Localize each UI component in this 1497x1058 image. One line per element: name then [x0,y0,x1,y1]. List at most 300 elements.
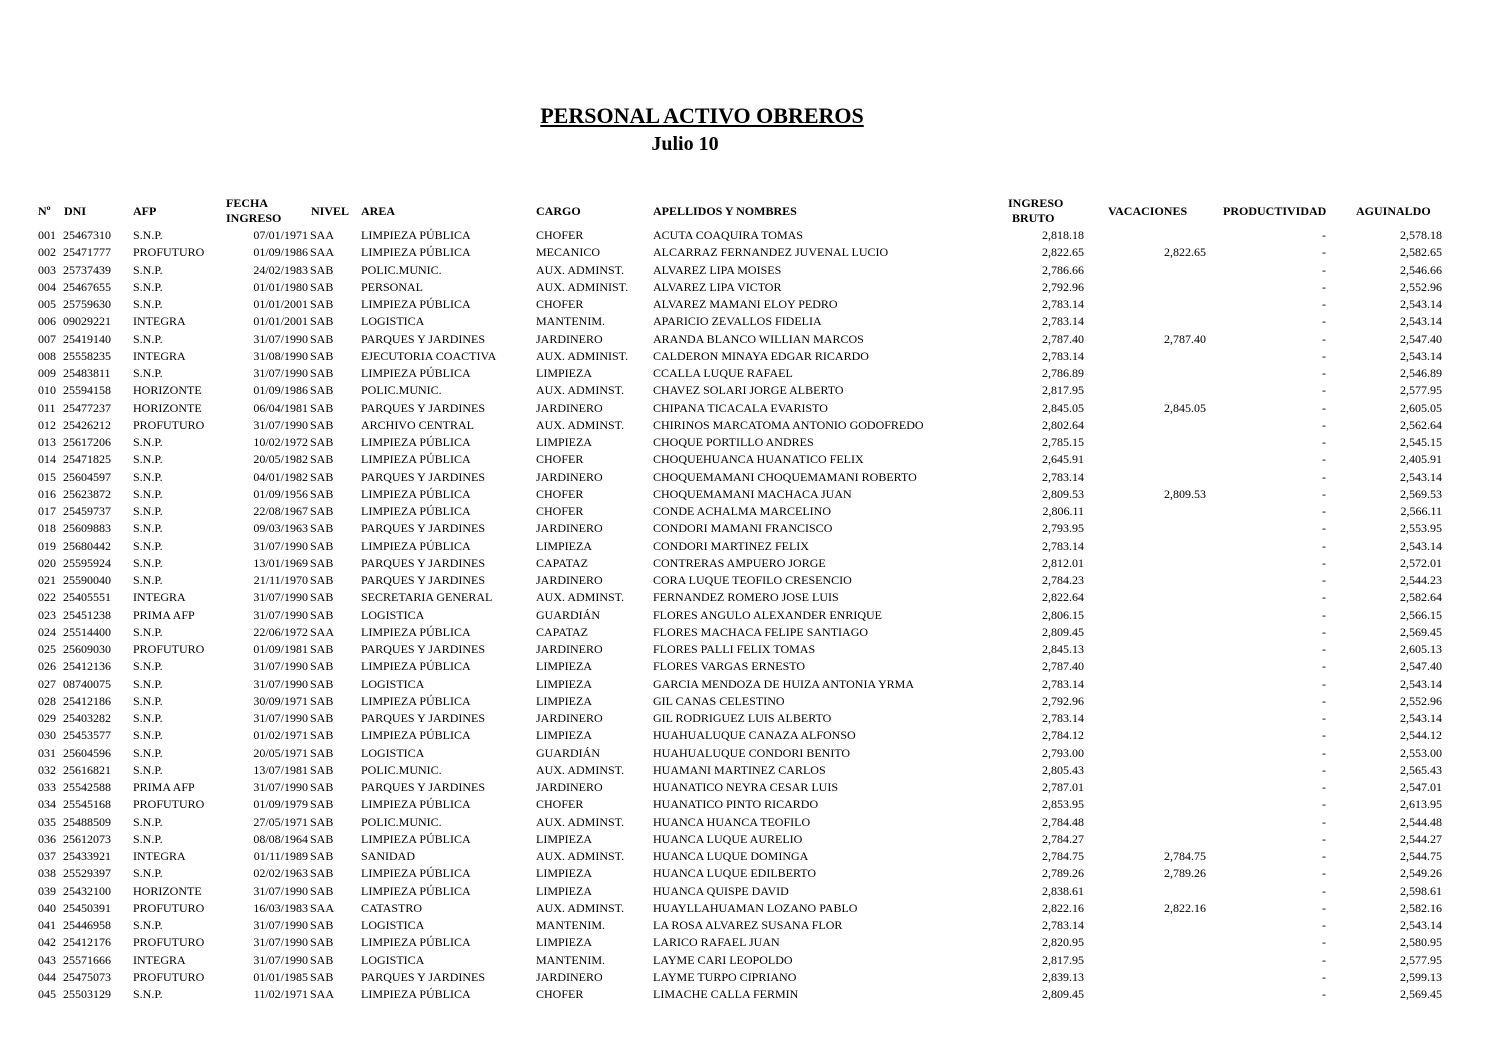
table-row [0,244,1497,261]
cell-fecha-ingreso: 02/02/1963 [253,866,308,881]
cell-productividad: - [1322,348,1326,363]
cell-area: PERSONAL [361,279,424,294]
cell-aguinaldo: 2,598.61 [1400,883,1442,898]
cell-no: 040 [38,900,56,915]
cell-nombres: ARANDA BLANCO WILLIAN MARCOS [653,331,864,346]
table-row [0,313,1497,330]
cell-fecha-ingreso: 31/07/1990 [253,659,308,674]
cell-afp: PROFUTURO [133,935,205,950]
cell-nivel: SAB [310,849,334,863]
cell-productividad: - [1322,245,1326,260]
cell-nombres: CONDORI MARTINEZ FELIX [653,538,809,553]
cell-no: 006 [38,314,56,329]
cell-nombres: CHAVEZ SOLARI JORGE ALBERTO [653,383,844,398]
cell-aguinaldo: 2,544.27 [1400,831,1442,846]
cell-nombres: LA ROSA ALVAREZ SUSANA FLOR [653,918,843,932]
cell-cargo: MANTENIM. [536,314,605,329]
cell-dni: 25475073 [63,969,111,984]
cell-afp: PROFUTURO [133,900,205,915]
cell-cargo: LIMPIEZA [536,693,592,708]
cell-ingreso-bruto: 2,787.40 [1042,331,1084,346]
cell-dni: 25467655 [63,279,111,294]
cell-fecha-ingreso: 01/09/1981 [253,642,308,656]
cell-ingreso-bruto: 2,783.14 [1042,711,1084,725]
cell-area: LOGISTICA [361,314,425,329]
cell-nivel: SAB [310,607,334,622]
cell-aguinaldo: 2,543.14 [1400,676,1442,691]
cell-afp: INTEGRA [133,849,186,863]
cell-productividad: - [1322,521,1326,536]
table-row [0,434,1497,451]
table-row [0,331,1497,348]
cell-ingreso-bruto: 2,812.01 [1042,555,1084,570]
cell-fecha-ingreso: 10/02/1972 [253,435,308,449]
table-row [0,555,1497,572]
cell-afp: S.N.P. [133,814,163,829]
cell-ingreso-bruto: 2,853.95 [1042,797,1084,812]
cell-dni: 25467310 [63,228,111,242]
cell-aguinaldo: 2,552.96 [1400,279,1442,294]
cell-ingreso-bruto: 2,809.45 [1042,624,1084,639]
cell-cargo: MECANICO [536,245,601,260]
cell-fecha-ingreso: 01/09/1986 [253,383,308,398]
cell-aguinaldo: 2,605.13 [1400,642,1442,656]
table-row [0,814,1497,831]
cell-area: PARQUES Y JARDINES [361,573,486,587]
cell-no: 041 [38,918,56,932]
cell-aguinaldo: 2,545.15 [1400,435,1442,449]
cell-cargo: LIMPIEZA [536,538,592,553]
cell-afp: INTEGRA [133,348,186,363]
header-vacaciones: VACACIONES [1108,204,1188,218]
cell-productividad: - [1322,331,1326,346]
cell-no: 024 [38,624,56,639]
cell-nombres: HUANCA LUQUE EDILBERTO [653,866,817,881]
cell-afp: S.N.P. [133,435,163,449]
cell-no: 014 [38,452,56,467]
cell-fecha-ingreso: 13/07/1981 [253,762,308,777]
cell-nombres: HUANATICO PINTO RICARDO [653,797,819,812]
cell-aguinaldo: 2,553.95 [1400,521,1442,536]
cell-area: POLIC.MUNIC. [361,762,442,777]
cell-nombres: LAYME TURPO CIPRIANO [653,969,797,984]
cell-afp: S.N.P. [133,469,163,484]
cell-fecha-ingreso: 01/01/2001 [253,314,308,329]
cell-fecha-ingreso: 31/07/1990 [253,935,308,950]
cell-area: LIMPIEZA PÚBLICA [361,659,471,674]
cell-aguinaldo: 2,582.64 [1400,590,1442,605]
cell-afp: S.N.P. [133,538,163,553]
cell-afp: S.N.P. [133,728,163,743]
cell-no: 039 [38,883,56,898]
cell-ingreso-bruto: 2,802.64 [1042,417,1084,432]
table-row [0,365,1497,382]
cell-dni: 25419140 [63,331,111,346]
cell-cargo: CAPATAZ [536,555,588,570]
cell-nombres: CONTRERAS AMPUERO JORGE [653,555,826,570]
cell-nombres: HUANCA LUQUE DOMINGA [653,849,809,863]
cell-dni: 25558235 [63,348,111,363]
cell-productividad: - [1322,228,1326,242]
cell-productividad: - [1322,366,1326,380]
cell-dni: 25432100 [63,883,111,898]
cell-nombres: APARICIO ZEVALLOS FIDELIA [653,314,822,329]
cell-no: 033 [38,780,56,794]
table-row [0,589,1497,606]
table-row [0,262,1497,279]
cell-no: 036 [38,831,56,846]
cell-afp: INTEGRA [133,952,186,967]
cell-productividad: - [1322,935,1326,950]
cell-no: 019 [38,538,56,553]
cell-no: 034 [38,797,56,812]
cell-cargo: MANTENIM. [536,918,605,932]
cell-dni: 25571666 [63,952,111,967]
cell-nivel: SAB [310,693,334,708]
table-row [0,348,1497,365]
cell-area: LIMPIEZA PÚBLICA [361,452,471,467]
cell-afp: S.N.P. [133,745,163,760]
cell-productividad: - [1322,486,1326,501]
cell-no: 022 [38,590,56,605]
cell-nombres: CHOQUE PORTILLO ANDRES [653,435,814,449]
cell-dni: 25451238 [63,607,111,622]
cell-area: PARQUES Y JARDINES [361,521,486,536]
cell-fecha-ingreso: 01/02/1971 [253,728,308,743]
cell-nivel: SAB [310,538,334,553]
cell-productividad: - [1322,780,1326,794]
cell-dni: 25590040 [63,573,111,587]
cell-area: LIMPIEZA PÚBLICA [361,504,471,518]
cell-afp: HORIZONTE [133,400,202,415]
cell-fecha-ingreso: 20/05/1982 [253,452,308,467]
cell-ingreso-bruto: 2,809.53 [1042,486,1084,501]
cell-aguinaldo: 2,543.14 [1400,711,1442,725]
cell-cargo: JARDINERO [536,331,603,346]
cell-fecha-ingreso: 31/07/1990 [253,711,308,725]
header-afp: AFP [133,204,157,218]
cell-no: 005 [38,297,56,311]
table-row [0,779,1497,796]
cell-no: 037 [38,849,56,863]
cell-area: PARQUES Y JARDINES [361,711,486,725]
cell-ingreso-bruto: 2,645.91 [1042,452,1084,467]
cell-dni: 25453577 [63,728,111,743]
cell-cargo: CHOFER [536,228,584,242]
cell-ingreso-bruto: 2,787.40 [1042,659,1084,674]
cell-productividad: - [1322,279,1326,294]
cell-fecha-ingreso: 24/02/1983 [253,262,308,277]
cell-nombres: CCALLA LUQUE RAFAEL [653,366,793,380]
cell-afp: S.N.P. [133,297,163,311]
table-row [0,727,1497,744]
cell-no: 023 [38,607,56,622]
cell-area: LIMPIEZA PÚBLICA [361,486,471,501]
cell-nivel: SAB [310,486,334,501]
cell-aguinaldo: 2,572.01 [1400,555,1442,570]
table-row [0,831,1497,848]
cell-afp: S.N.P. [133,693,163,708]
cell-afp: S.N.P. [133,228,163,242]
cell-nombres: GIL RODRIGUEZ LUIS ALBERTO [653,711,832,725]
cell-fecha-ingreso: 27/05/1971 [253,814,308,829]
cell-no: 018 [38,521,56,536]
cell-cargo: CHOFER [536,797,584,812]
cell-cargo: GUARDIÁN [536,607,600,622]
cell-cargo: CAPATAZ [536,624,588,639]
cell-no: 035 [38,814,56,829]
cell-area: LIMPIEZA PÚBLICA [361,866,471,881]
header-no: Nº [38,204,51,218]
cell-dni: 25616821 [63,762,111,777]
cell-nombres: LARICO RAFAEL JUAN [653,935,780,950]
cell-nombres: HUANCA LUQUE AURELIO [653,831,803,846]
cell-no: 028 [38,693,56,708]
cell-aguinaldo: 2,549.26 [1400,866,1442,881]
cell-afp: S.N.P. [133,486,163,501]
cell-afp: S.N.P. [133,366,163,380]
table-row [0,641,1497,658]
cell-afp: S.N.P. [133,331,163,346]
cell-area: LIMPIEZA PÚBLICA [361,831,471,846]
cell-fecha-ingreso: 31/07/1990 [253,780,308,794]
cell-productividad: - [1322,400,1326,415]
cell-nombres: GIL CANAS CELESTINO [653,693,785,708]
cell-area: PARQUES Y JARDINES [361,469,486,484]
table-row [0,279,1497,296]
cell-dni: 25617206 [63,435,111,449]
cell-aguinaldo: 2,569.53 [1400,486,1442,501]
cell-productividad: - [1322,573,1326,587]
cell-afp: S.N.P. [133,624,163,639]
header-fecha-line1: FECHA [226,196,268,210]
cell-fecha-ingreso: 06/04/1981 [253,400,308,415]
table-row [0,900,1497,917]
cell-productividad: - [1322,469,1326,484]
cell-area: LIMPIEZA PÚBLICA [361,935,471,950]
cell-aguinaldo: 2,543.14 [1400,297,1442,311]
cell-nombres: LAYME CARI LEOPOLDO [653,952,793,967]
cell-cargo: MANTENIM. [536,952,605,967]
cell-ingreso-bruto: 2,784.27 [1042,831,1084,846]
cell-cargo: AUX. ADMINST. [536,849,625,863]
cell-fecha-ingreso: 31/07/1990 [253,538,308,553]
cell-dni: 25680442 [63,538,111,553]
cell-afp: S.N.P. [133,279,163,294]
cell-aguinaldo: 2,547.01 [1400,780,1442,794]
cell-ingreso-bruto: 2,787.01 [1042,780,1084,794]
cell-dni: 25595924 [63,555,111,570]
cell-nombres: HUANCA HUANCA TEOFILO [653,814,811,829]
cell-productividad: - [1322,969,1326,984]
cell-cargo: LIMPIEZA [536,883,592,898]
cell-productividad: - [1322,538,1326,553]
cell-ingreso-bruto: 2,783.14 [1042,918,1084,932]
cell-productividad: - [1322,555,1326,570]
cell-ingreso-bruto: 2,817.95 [1042,383,1084,398]
cell-cargo: LIMPIEZA [536,435,592,449]
cell-ingreso-bruto: 2,783.14 [1042,469,1084,484]
cell-productividad: - [1322,849,1326,863]
cell-cargo: JARDINERO [536,780,603,794]
cell-productividad: - [1322,262,1326,277]
cell-nombres: FERNANDEZ ROMERO JOSE LUIS [653,590,839,605]
cell-area: ARCHIVO CENTRAL [361,417,474,432]
cell-fecha-ingreso: 31/07/1990 [253,883,308,898]
cell-area: PARQUES Y JARDINES [361,555,486,570]
table-row [0,607,1497,624]
cell-cargo: JARDINERO [536,642,603,656]
cell-productividad: - [1322,762,1326,777]
cell-ingreso-bruto: 2,817.95 [1042,952,1084,967]
cell-ingreso-bruto: 2,818.18 [1042,228,1084,242]
table-row [0,296,1497,313]
cell-nivel: SAB [310,469,334,484]
cell-ingreso-bruto: 2,838.61 [1042,883,1084,898]
cell-afp: S.N.P. [133,262,163,277]
cell-aguinaldo: 2,569.45 [1400,624,1442,639]
cell-aguinaldo: 2,546.89 [1400,366,1442,380]
cell-vacaciones: 2,845.05 [1164,400,1206,415]
cell-cargo: CHOFER [536,297,584,311]
cell-fecha-ingreso: 22/08/1967 [253,504,308,518]
table-row [0,865,1497,882]
cell-dni: 25594158 [63,383,111,398]
cell-no: 004 [38,279,56,294]
cell-afp: INTEGRA [133,314,186,329]
cell-dni: 25604596 [63,745,111,760]
cell-fecha-ingreso: 16/03/1983 [253,900,308,915]
page-subtitle: Julio 10 [651,133,719,155]
cell-aguinaldo: 2,582.16 [1400,900,1442,915]
cell-nivel: SAB [310,314,334,329]
cell-ingreso-bruto: 2,806.15 [1042,607,1084,622]
header-cargo: CARGO [536,204,581,218]
cell-area: SANIDAD [361,849,415,863]
cell-nombres: LIMACHE CALLA FERMIN [653,987,799,1001]
cell-ingreso-bruto: 2,839.13 [1042,969,1084,984]
cell-ingreso-bruto: 2,783.14 [1042,538,1084,553]
cell-cargo: LIMPIEZA [536,728,592,743]
cell-afp: INTEGRA [133,590,186,605]
cell-nivel: SAB [310,745,334,760]
cell-cargo: LIMPIEZA [536,659,592,674]
cell-aguinaldo: 2,565.43 [1400,762,1442,777]
cell-nombres: GARCIA MENDOZA DE HUIZA ANTONIA YRMA [653,676,915,691]
cell-nivel: SAB [310,780,334,794]
cell-nivel: SAA [310,900,335,915]
cell-vacaciones: 2,789.26 [1164,866,1206,881]
cell-fecha-ingreso: 01/01/1980 [253,279,308,294]
header-fecha-line2: INGRESO [226,211,282,225]
cell-nombres: HUAYLLAHUAMAN LOZANO PABLO [653,900,858,915]
cell-area: LIMPIEZA PÚBLICA [361,297,471,311]
cell-nivel: SAB [310,866,334,881]
cell-nombres: FLORES MACHACA FELIPE SANTIAGO [653,624,869,639]
cell-no: 008 [38,348,56,363]
table-row [0,676,1497,693]
cell-dni: 25609030 [63,642,111,656]
cell-aguinaldo: 2,543.14 [1400,918,1442,932]
cell-productividad: - [1322,866,1326,881]
cell-ingreso-bruto: 2,784.75 [1042,849,1084,863]
cell-productividad: - [1322,797,1326,812]
cell-aguinaldo: 2,544.12 [1400,728,1442,743]
cell-dni: 25604597 [63,469,111,484]
cell-afp: PROFUTURO [133,417,205,432]
cell-nivel: SAB [310,435,334,449]
cell-aguinaldo: 2,553.00 [1400,745,1442,760]
table-row [0,400,1497,417]
cell-dni: 25609883 [63,521,111,536]
page-title: PERSONAL ACTIVO OBREROS [540,103,864,128]
cell-dni: 25403282 [63,711,111,725]
cell-dni: 25450391 [63,900,111,915]
cell-fecha-ingreso: 01/01/1985 [253,969,308,984]
cell-aguinaldo: 2,552.96 [1400,693,1442,708]
header-area: AREA [361,204,396,218]
cell-area: LIMPIEZA PÚBLICA [361,538,471,553]
cell-nivel: SAB [310,504,334,518]
cell-ingreso-bruto: 2,805.43 [1042,762,1084,777]
cell-ingreso-bruto: 2,845.13 [1042,642,1084,656]
cell-area: PARQUES Y JARDINES [361,331,486,346]
cell-no: 001 [38,228,56,242]
cell-cargo: AUX. ADMINST. [536,814,625,829]
cell-area: PARQUES Y JARDINES [361,400,486,415]
cell-area: POLIC.MUNIC. [361,383,442,398]
cell-dni: 25737439 [63,262,111,277]
cell-dni: 25542588 [63,780,111,794]
cell-afp: PROFUTURO [133,969,205,984]
cell-aguinaldo: 2,578.18 [1400,228,1442,242]
cell-aguinaldo: 2,613.95 [1400,797,1442,812]
cell-nombres: ALVAREZ MAMANI ELOY PEDRO [653,297,838,311]
header-nivel: NIVEL [311,204,350,218]
table-row [0,658,1497,675]
cell-area: LIMPIEZA PÚBLICA [361,245,471,260]
cell-nombres: FLORES ANGULO ALEXANDER ENRIQUE [653,607,882,622]
cell-area: LIMPIEZA PÚBLICA [361,228,471,242]
cell-ingreso-bruto: 2,783.14 [1042,676,1084,691]
table-row [0,469,1497,486]
cell-no: 011 [38,400,56,415]
cell-aguinaldo: 2,543.14 [1400,469,1442,484]
cell-afp: S.N.P. [133,504,163,518]
cell-no: 032 [38,762,56,777]
cell-no: 016 [38,486,56,501]
cell-nivel: SAB [310,331,334,346]
cell-cargo: JARDINERO [536,573,603,587]
cell-aguinaldo: 2,547.40 [1400,659,1442,674]
cell-fecha-ingreso: 01/11/1989 [253,849,308,863]
cell-aguinaldo: 2,544.75 [1400,849,1442,863]
cell-productividad: - [1322,383,1326,398]
cell-no: 044 [38,969,56,984]
cell-fecha-ingreso: 31/07/1990 [253,417,308,432]
cell-afp: S.N.P. [133,555,163,570]
cell-no: 013 [38,435,56,449]
cell-afp: HORIZONTE [133,883,202,898]
cell-aguinaldo: 2,547.40 [1400,331,1442,346]
cell-dni: 08740075 [63,676,111,691]
cell-fecha-ingreso: 31/07/1990 [253,918,308,932]
cell-cargo: CHOFER [536,504,584,518]
cell-nombres: CHOQUEMAMANI CHOQUEMAMANI ROBERTO [653,469,917,484]
cell-productividad: - [1322,987,1326,1001]
cell-area: PARQUES Y JARDINES [361,780,486,794]
cell-no: 031 [38,745,56,760]
